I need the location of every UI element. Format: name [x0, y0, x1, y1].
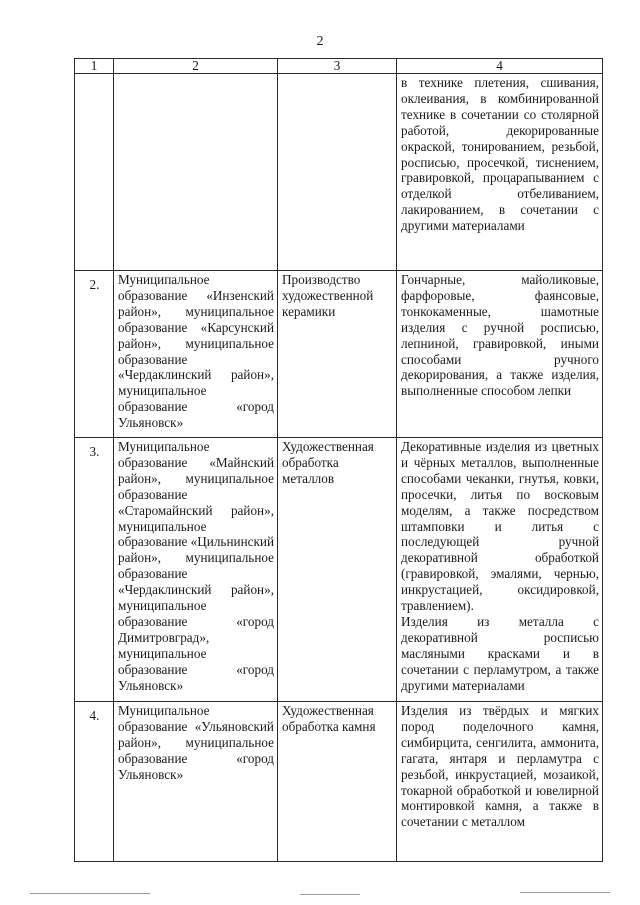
row-number [75, 74, 114, 271]
crafts-table [74, 58, 603, 862]
header-row [75, 59, 603, 74]
products-text: в технике плетения, сшивания, оклеивания, в комбинированной технике в сочетании со столярной работой, декорированные окраской, тонированием, резьбой, росписью, просечкой, тиснением, гравировкой, процарапыванием с отделкой отбеливанием, лакированием, в сочетании с другими материалами [401, 75, 599, 234]
area-cell: Муниципальное образование «Ульяновский район», муниципальное образование «город Ульяновск» [114, 702, 278, 862]
row-number: 4. [75, 702, 114, 862]
products-cell [397, 702, 603, 862]
products-text: Декоративные изделия из цветных и чёрных металлов, выполненные способами чеканки, гнутья, ковки, просечки, литья по восковым моделям, а также посредством штамповки и литья с последующей ручной декоративной обработкой (гравировкой, эмалями, чернью, инкрустацией, оксидировкой, травлением). [401, 439, 599, 614]
products-cell [397, 271, 603, 438]
header-col-3: 3 [278, 59, 397, 74]
products-text: Изделия из твёрдых и мягких пород поделочного камня, симбирцита, сенгилита, аммонита, гагата, янтаря и перламутра с резьбой, инкрустацией, мозаикой, токарной обработкой и ювелирной монтировкой камня, а также в сочетании с металлом [401, 703, 599, 830]
products-text: Изделия из металла с декоративной росписью масляными красками и в сочетании с перламутром, а также другими материалами [401, 613, 599, 693]
craft-cell: Производство художественной керамики [278, 271, 397, 438]
table-row [75, 74, 603, 271]
table-row [75, 702, 603, 862]
area-cell [114, 74, 278, 271]
craft-cell: Художественная обработка металлов [278, 438, 397, 702]
products-cell [397, 438, 603, 702]
area-cell: Муниципальное образование «Майнский район», муниципальное образование «Старомайнский район», муниципальное образование «Цильнинский район», муниципальное образование «Чердаклинский район», муниципальное образование «город Димитровград», муниципальное образование «город Ульяновск» [114, 438, 278, 702]
header-col-1: 1 [75, 59, 114, 74]
scan-artifact [520, 892, 610, 893]
table-row [75, 438, 603, 702]
row-number: 2. [75, 271, 114, 438]
craft-cell [278, 74, 397, 271]
header-col-2: 2 [114, 59, 278, 74]
header-col-4: 4 [397, 59, 603, 74]
page-number: 2 [316, 34, 324, 49]
scan-artifact [30, 893, 150, 894]
scan-artifact [300, 894, 360, 895]
craft-cell: Художественная обработка камня [278, 702, 397, 862]
row-number: 3. [75, 438, 114, 702]
products-text: Гончарные, майоликовые, фарфоровые, фаянсовые, тонкокаменные, шамотные изделия с ручной росписью, лепниной, гравировкой, иными способами ручного декорирования, а также изделия, выполненные способом лепки [401, 272, 599, 399]
products-cell [397, 74, 603, 271]
table-row [75, 271, 603, 438]
area-cell: Муниципальное образование «Инзенский район», муниципальное образование «Карсунский район», муниципальное образование «Чердаклинский район», муниципальное образование «город Ульяновск» [114, 271, 278, 438]
